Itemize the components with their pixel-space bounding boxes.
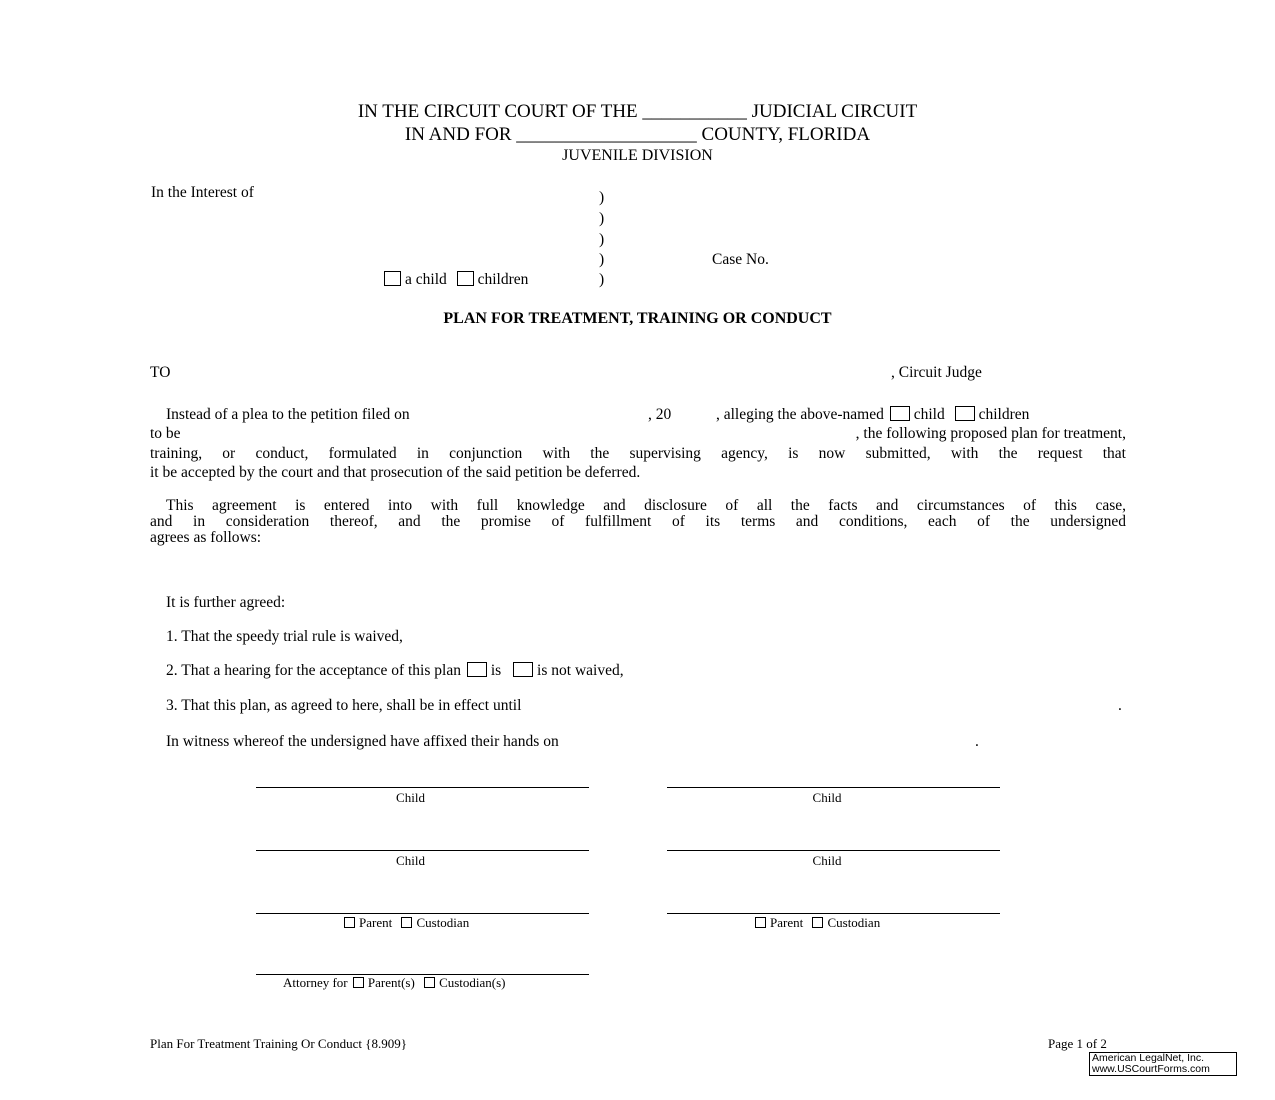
publisher-url[interactable]: www.USCourtForms.com [1092,1063,1210,1075]
parent-label: Parent [359,915,393,930]
attorney-parents-label: Parent(s) [367,975,415,990]
publisher-stamp [1089,1052,1237,1076]
form-name: Plan For Treatment Training Or Conduct {8.909} [150,1036,407,1051]
caption-paren: ) [599,189,605,206]
child-signature-label: Child [812,790,842,805]
witness-end: . [975,733,979,750]
hearing-is-label: is [490,662,502,679]
item-1: 1. That the speedy trial rule is waived, [166,628,403,645]
caption-paren: ) [599,271,605,288]
child-signature-label: Child [396,853,425,868]
petition-filed-text: Instead of a plea to the petition filed on [166,406,410,423]
attorney-for-label: Attorney for [283,975,348,990]
publisher-name: American LegalNet, Inc. [1092,1052,1205,1064]
para2-line1: This agreement is entered into with full knowledge and disclosure of all the facts and circumstances of this case, [166,497,1126,514]
attorney-parents-checkbox[interactable] [353,977,364,988]
alleging-label: , alleging the above-named [716,406,884,423]
child-signature-label: Child [812,853,842,868]
item-3-end: . [1118,697,1122,714]
interest-label: In the Interest of [151,184,254,201]
to-be-label: to be [150,425,181,442]
signature-line[interactable] [256,787,589,788]
signature-line[interactable] [667,850,1000,851]
signature-line[interactable] [667,787,1000,788]
caption-paren: ) [599,251,605,268]
year-prefix: , 20 [648,406,672,423]
para1-line4: it be accepted by the court and that prosecution of the said petition be deferred. [150,464,641,481]
court-header-line2: IN AND FOR ___________________ COUNTY, FLORIDA [404,124,871,145]
case-number-label: Case No. [712,251,769,268]
proposed-plan-text: , the following proposed plan for treatment, [855,425,1126,442]
hearing-is-not-checkbox[interactable] [513,662,533,677]
para-children-checkbox[interactable] [955,406,975,421]
signature-line[interactable] [256,913,589,914]
parent-custodian-selector [755,915,880,931]
item-2 [166,662,624,680]
child-type-selector [384,271,528,289]
division-label: JUVENILE DIVISION [562,147,713,164]
parent-custodian-selector [344,915,469,931]
para2-line2: and in consideration thereof, and the promise of fulfillment of its terms and conditions, each of the undersigned [150,513,1126,530]
para2-line3: agrees as follows: [150,529,262,546]
para-child-label: child [913,406,945,423]
attorney-custodians-label: Custodian(s) [439,975,506,990]
parent-checkbox[interactable] [755,917,766,928]
alleging-text [716,406,1029,424]
attorney-custodians-checkbox[interactable] [424,977,435,988]
caption-paren: ) [599,231,605,248]
parent-label: Parent [770,915,804,930]
para-child-checkbox[interactable] [890,406,910,421]
custodian-label: Custodian [416,915,470,930]
para1-line3: training, or conduct, formulated in conjunction with the supervising agency, is now submitted, with the request that [150,445,1126,462]
children-checkbox[interactable] [457,271,474,286]
circuit-judge-label: , Circuit Judge [891,364,982,381]
hearing-is-checkbox[interactable] [467,662,487,677]
child-signature-label: Child [396,790,425,805]
custodian-checkbox[interactable] [812,917,823,928]
signature-line[interactable] [256,850,589,851]
witness-text: In witness whereof the undersigned have affixed their hands on [166,733,559,750]
custodian-label: Custodian [827,915,881,930]
further-agreed-label: It is further agreed: [166,594,286,611]
document-title: PLAN FOR TREATMENT, TRAINING OR CONDUCT [443,310,832,327]
para-children-label: children [978,406,1030,423]
hearing-is-not-label: is not waived, [537,662,624,679]
signature-line[interactable] [667,913,1000,914]
item-3: 3. That this plan, as agreed to here, shall be in effect until [166,697,522,714]
parent-checkbox[interactable] [344,917,355,928]
a-child-checkbox[interactable] [384,271,401,286]
court-header-line1: IN THE CIRCUIT COURT OF THE ___________ JUDICIAL CIRCUIT [357,101,918,122]
item-2-text: 2. That a hearing for the acceptance of this plan [166,662,461,679]
attorney-selector [283,975,506,991]
to-label: TO [150,364,171,381]
a-child-label: a child [405,271,447,288]
caption-paren: ) [599,210,605,227]
children-label: children [477,271,529,288]
custodian-checkbox[interactable] [401,917,412,928]
page-number: Page 1 of 2 [1048,1036,1107,1051]
